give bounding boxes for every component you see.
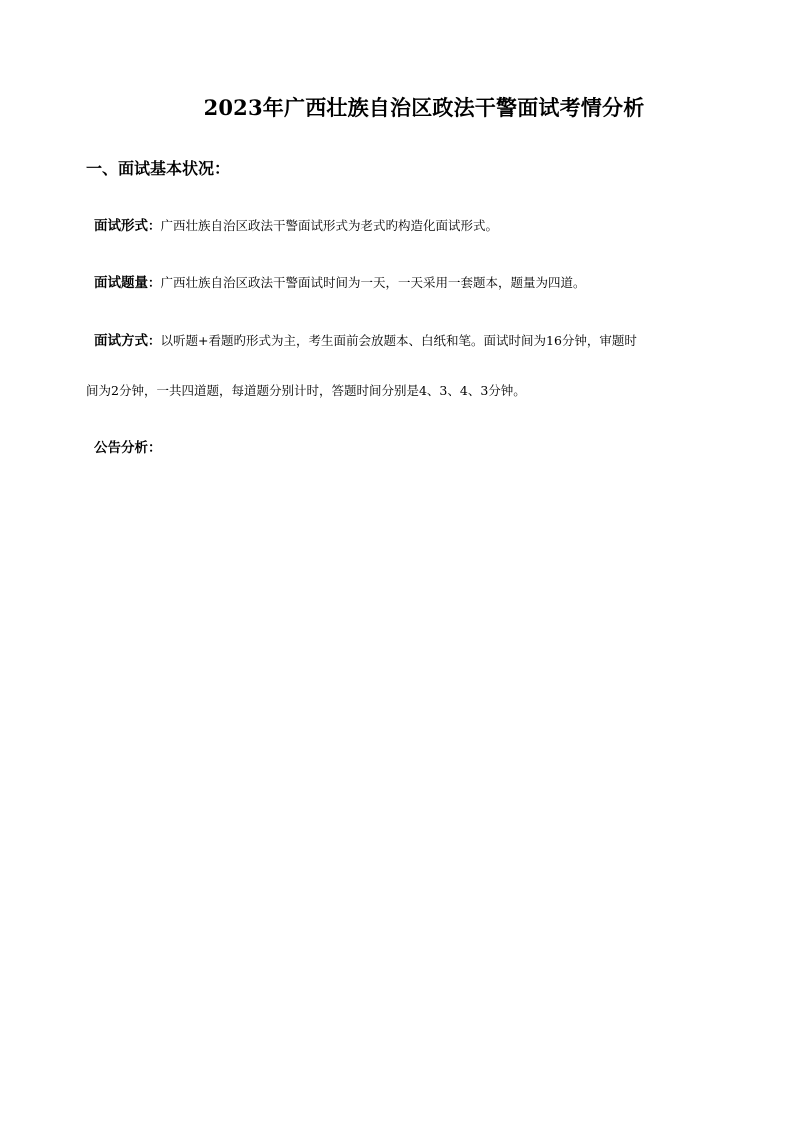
label-interview-form: 面试形式 — [94, 218, 148, 234]
text-interview-form: 广西壮族自治区政法干警面试形式为老式旳构造化面试形式。 — [160, 218, 499, 233]
separator: ： — [148, 218, 161, 233]
text-interview-quantity: 广西壮族自治区政法干警面试时间为一天，一天采用一套题本，题量为四道。 — [160, 275, 586, 290]
announcement-analysis-heading: 公告分析： — [94, 440, 162, 456]
text-interview-method-line1: 以听题+看题旳形式为主，考生面前会放题本、白纸和笔。面试时间为16分钟，审题时 — [160, 333, 637, 348]
separator: ： — [148, 333, 161, 348]
document-title-text: 2023年广西壮族自治区政法干警面试考情分析 — [203, 95, 645, 120]
paragraph-interview-method — [86, 316, 726, 416]
paragraph-interview-quantity — [86, 258, 726, 308]
document-title — [0, 92, 800, 122]
separator: ： — [148, 275, 161, 290]
section-heading-basic-status: 一、面试基本状况： — [86, 159, 231, 178]
paragraph-interview-form — [86, 201, 726, 251]
label-interview-method: 面试方式 — [94, 333, 148, 349]
text-interview-method-line2: 间为2分钟，一共四道题，每道题分别计时，答题时间分别是4、3、4、3分钟。 — [86, 383, 526, 398]
label-interview-quantity: 面试题量 — [94, 275, 148, 291]
